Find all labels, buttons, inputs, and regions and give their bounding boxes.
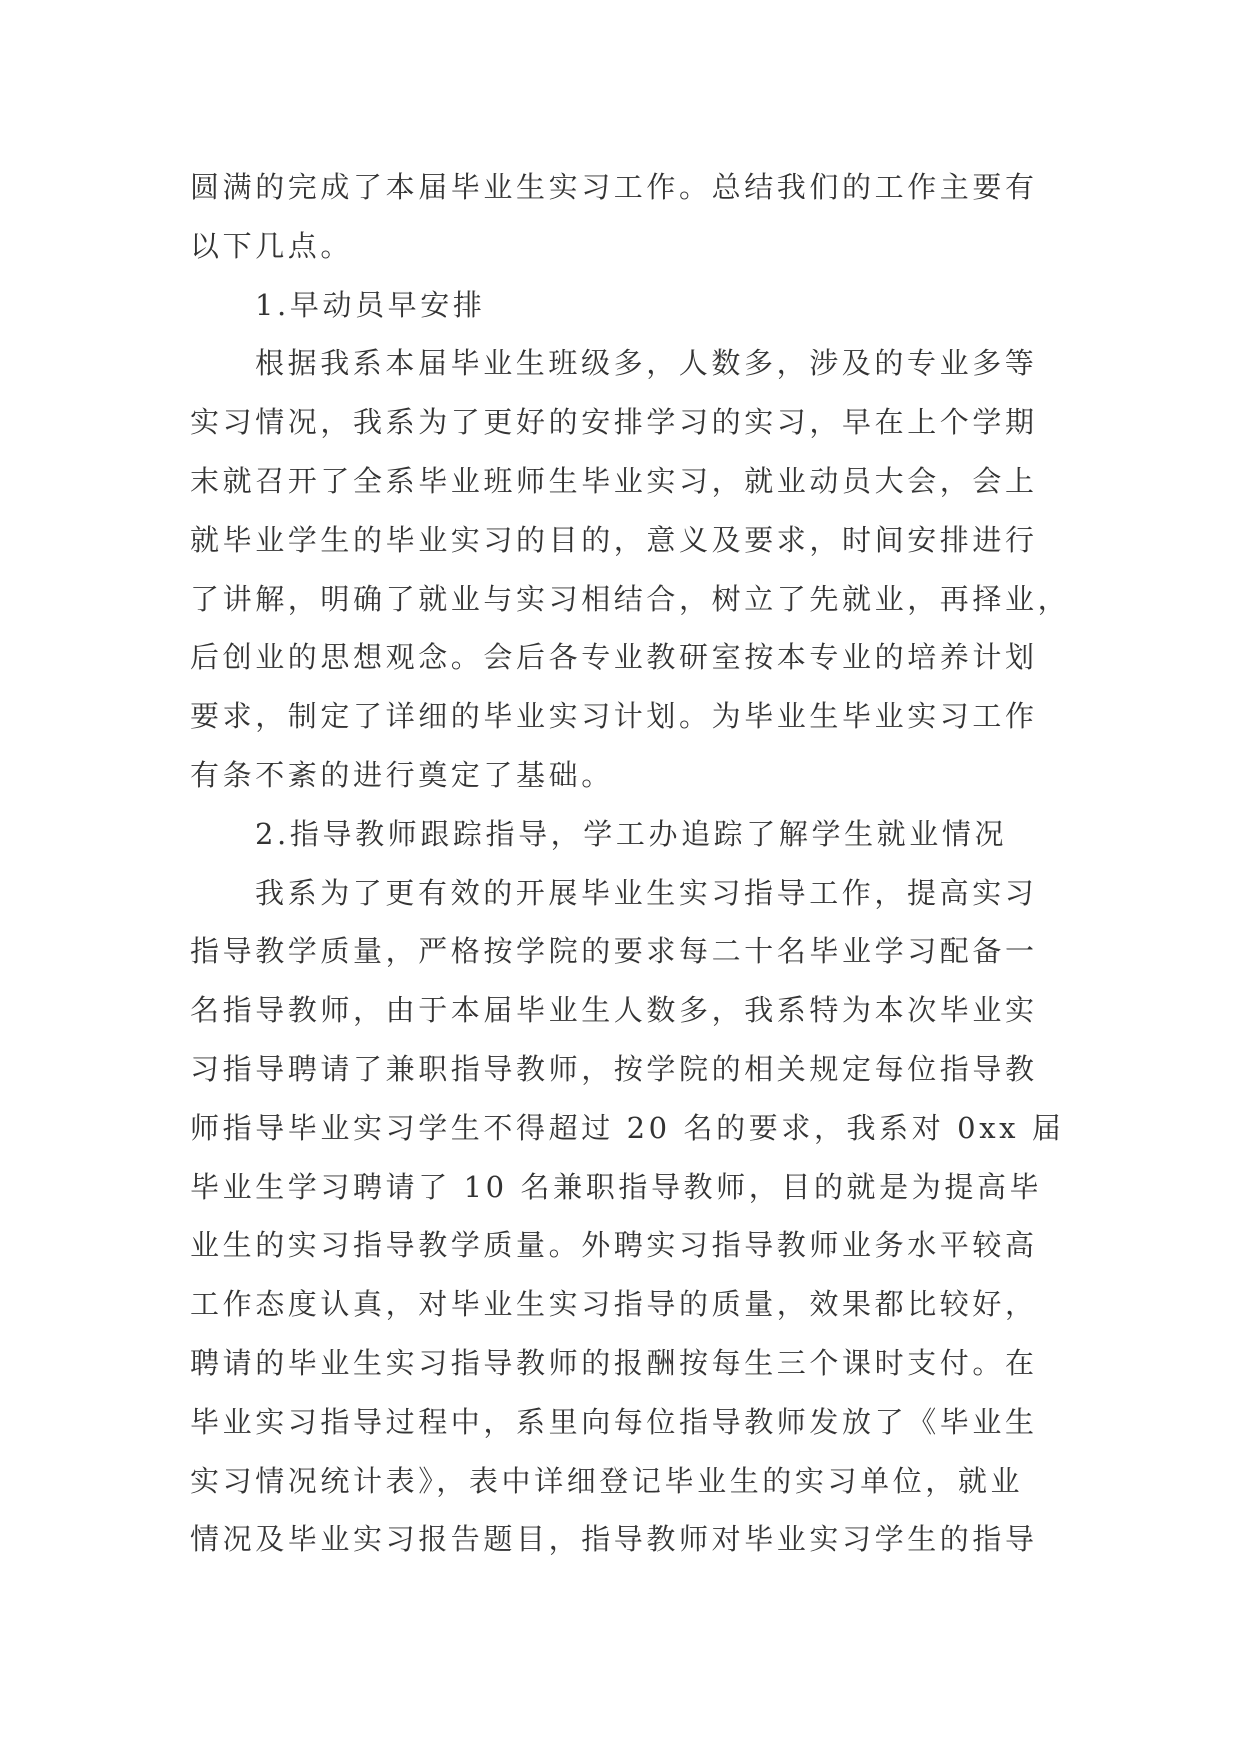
text-line: 毕业生学习聘请了 10 名兼职指导教师，目的就是为提高毕 (190, 1169, 1043, 1204)
text-line: 后创业的思想观念。会后各专业教研室按本专业的培养计划 (190, 640, 1038, 675)
text-line: 指导教学质量，严格按学院的要求每二十名毕业学习配备一 (190, 934, 1038, 969)
text-line: 名指导教师，由于本届毕业生人数多，我系特为本次毕业实 (190, 993, 1038, 1028)
text-line: 圆满的完成了本届毕业生实习工作。总结我们的工作主要有 (190, 170, 1038, 204)
text-line: 习指导聘请了兼职指导教师，按学院的相关规定每位指导教 (190, 1051, 1038, 1086)
text-line: 就毕业学生的毕业实习的目的，意义及要求，时间安排进行 (190, 522, 1038, 557)
text-line: 末就召开了全系毕业班师生毕业实习，就业动员大会，会上 (190, 463, 1038, 498)
text-line: 2.指导教师跟踪指导，学工办追踪了解学生就业情况 (255, 816, 1008, 851)
text-line: 工作态度认真，对毕业生实习指导的质量，效果都比较好， (190, 1287, 1038, 1322)
text-line: 师指导毕业实习学生不得超过 20 名的要求，我系对 0xx 届 (190, 1110, 1065, 1145)
text-line: 以下几点。 (190, 228, 354, 263)
text-line: 实习情况统计表》，表中详细登记毕业生的实习单位，就业 (190, 1463, 1024, 1498)
text-line: 业生的实习指导教学质量。外聘实习指导教师业务水平较高 (190, 1228, 1038, 1263)
text-line: 根据我系本届毕业生班级多，人数多，涉及的专业多等 (255, 346, 1038, 381)
body-text (190, 158, 1071, 1569)
text-line: 要求，制定了详细的毕业实习计划。为毕业生毕业实习工作 (190, 699, 1038, 734)
text-line: 了讲解，明确了就业与实习相结合，树立了先就业，再择业， (190, 581, 1071, 616)
text-line: 毕业实习指导过程中，系里向每位指导教师发放了《毕业生 (190, 1404, 1038, 1439)
text-line: 有条不紊的进行奠定了基础。 (190, 757, 614, 792)
text-line: 实习情况，我系为了更好的安排学习的实习，早在上个学期 (190, 405, 1038, 440)
text-line: 我系为了更有效的开展毕业生实习指导工作，提高实习 (255, 875, 1038, 910)
text-line: 1.早动员早安排 (255, 287, 486, 322)
text-line: 情况及毕业实习报告题目，指导教师对毕业实习学生的指导 (190, 1522, 1038, 1557)
text-line: 聘请的毕业生实习指导教师的报酬按每生三个课时支付。在 (190, 1345, 1038, 1380)
